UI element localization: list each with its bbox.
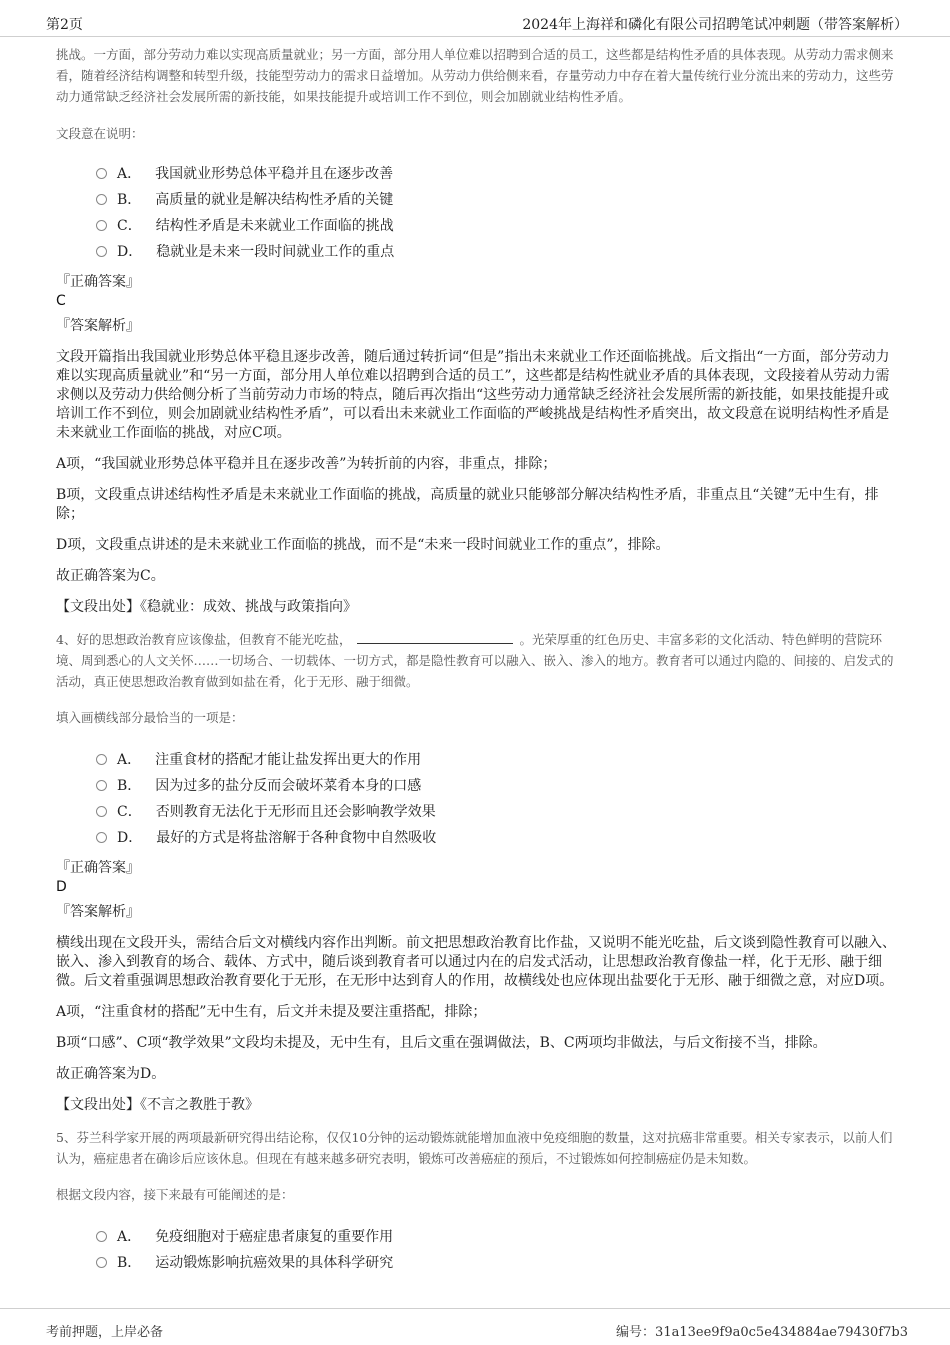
- radio-icon[interactable]: [96, 220, 107, 231]
- q3-option-d[interactable]: D． 稳就业是未来一段时间就业工作的重点: [96, 238, 896, 264]
- q4-option-b[interactable]: B． 因为过多的盐分反而会破坏菜肴本身的口感: [96, 772, 896, 798]
- page-footer: [0, 1308, 950, 1345]
- q4-passage: 4、好的思想政治教育应该像盐，但教育不能光吃盐， 。光荣厚重的红色历史、丰富多彩的文化活动、特色鲜明的营院环境、周到悉心的人文关怀……一切场合、一切载体、一切方式，都是隐性教育可以融入、嵌入、渗入的地方。教育者可以通过内隐的、间接的、启发式的活动，真正使思想政治教育做到如盐在肴，化于无形、融于细微。: [56, 632, 894, 689]
- q4-analysis-label: 『答案解析』: [56, 904, 140, 920]
- q4-option-c[interactable]: C． 否则教育无法化于无形而且还会影响教学效果: [96, 798, 896, 824]
- q3-option-b[interactable]: B． 高质量的就业是解决结构性矛盾的关键: [96, 186, 896, 212]
- document-title: 2024年上海祥和磷化有限公司招聘笔试冲刺题（带答案解析）: [522, 17, 908, 33]
- q4-analysis-paragraph: 横线出现在文段开头，需结合后文对横线内容作出判断。前文把思想政治教育比作盐，又说明不能光吃盐，后文谈到隐性教育可以融入、嵌入、渗入到教育的场合、载体、方式中，随后谈到教育者可以通过内在的启发式活动，让思想政治教育像盐一样，化于无形、融于细微。后文着重强调思想政治教育要化于无形，在无形中达到育人的作用，故横线处也应体现出盐要化于无形、融于细微之意，对应D项。: [56, 935, 896, 989]
- q4-answer: D: [56, 879, 67, 895]
- radio-icon[interactable]: [96, 194, 107, 205]
- q5-option-b[interactable]: B． 运动锻炼影响抗癌效果的具体科学研究: [96, 1249, 896, 1275]
- q3-analysis-paragraph: 文段开篇指出我国就业形势总体平稳且逐步改善，随后通过转折词“但是”指出未来就业工作还面临挑战。后文指出“一方面，部分劳动力难以实现高质量就业”和“另一方面，部分用人单位难以招聘到合适的员工”，这些都是结构性就业矛盾的具体表现，文段接着从劳动力需求侧以及劳动力供给侧分析了当前劳动力市场的特点，随后再次指出“这些劳动力通常缺乏经济社会发展所需的新技能，如果技能提升或培训工作不到位，则会加剧就业结构性矛盾”，可以看出未来就业工作面临的严峻挑战是结构性矛盾突出，故文段意在说明结构性矛盾是未来就业工作面临的挑战，对应C项。: [56, 349, 890, 441]
- q4-option-a[interactable]: A． 注重食材的搭配才能让盐发挥出更大的作用: [96, 746, 896, 772]
- q3-analysis-paragraph: D项，文段重点讲述的是未来就业工作面临的挑战，而不是“未来一段时间就业工作的重点”，排除。: [56, 537, 670, 553]
- q5-prompt: 根据文段内容，接下来最有可能阐述的是：: [56, 1187, 294, 1202]
- q4-analysis-paragraph: B项“口感”、C项“教学效果”文段均未提及，无中生有，且后文重在强调做法，B、C两项均非做法，与后文衔接不当，排除。: [56, 1035, 827, 1051]
- radio-icon[interactable]: [96, 754, 107, 765]
- q5-passage: 5、芬兰科学家开展的两项最新研究得出结论称，仅仅10分钟的运动锻炼就能增加血液中免疫细胞的数量，这对抗癌非常重要。相关专家表示，以前人们认为，癌症患者在确诊后应该休息。但现在有越来越多研究表明，锻炼可改善癌症的预后，不过锻炼如何控制癌症仍是未知数。: [56, 1130, 893, 1166]
- q3-answer-label: 『正确答案』: [56, 274, 140, 290]
- q3-analysis-paragraph: B项，文段重点讲述结构性矛盾是未来就业工作面临的挑战，高质量的就业只能够部分解决结构性矛盾，非重点且“关键”无中生有，排除；: [56, 487, 879, 522]
- document-content: [56, 44, 896, 1275]
- radio-icon[interactable]: [96, 1257, 107, 1268]
- radio-icon[interactable]: [96, 1231, 107, 1242]
- q4-answer-label: 『正确答案』: [56, 860, 140, 876]
- q3-option-c[interactable]: C． 结构性矛盾是未来就业工作面临的挑战: [96, 212, 896, 238]
- q4-analysis: [56, 934, 896, 1115]
- q4-prompt: 填入画横线部分最恰当的一项是：: [56, 710, 244, 725]
- radio-icon[interactable]: [96, 780, 107, 791]
- q5-option-a[interactable]: A． 免疫细胞对于癌症患者康复的重要作用: [96, 1223, 896, 1249]
- q4-option-d[interactable]: D． 最好的方式是将盐溶解于各种食物中自然吸收: [96, 824, 896, 850]
- q3-analysis: [56, 348, 896, 617]
- q3-options: [96, 160, 896, 264]
- radio-icon[interactable]: [96, 168, 107, 179]
- radio-icon[interactable]: [96, 806, 107, 817]
- q3-passage: 挑战。一方面，部分劳动力难以实现高质量就业；另一方面，部分用人单位难以招聘到合适的员工，这些都是结构性矛盾的具体表现。从劳动力需求侧来看，随着经济结构调整和转型升级，技能型劳动力的需求日益增加。从劳动力供给侧来看，存量劳动力中存在着大量传统行业分流出来的劳动力，这些劳动力通常缺乏经济社会发展所需的新技能，如果技能提升或培训工作不到位，则会加剧就业结构性矛盾。: [56, 47, 894, 104]
- q3-analysis-paragraph: A项，“我国就业形势总体平稳并且在逐步改善”为转折前的内容，非重点，排除；: [56, 456, 557, 472]
- footer-slogan: 考前押题，上岸必备: [46, 1325, 164, 1340]
- page-header: [0, 0, 950, 37]
- q4-source: 【文段出处】《不言之教胜于教》: [56, 1097, 259, 1113]
- q4-options: [96, 746, 896, 850]
- document-id: 编号：31a13ee9f9a0c5e434884ae79430f7b3: [616, 1325, 908, 1340]
- page-number: 第2页: [46, 17, 83, 33]
- q4-analysis-paragraph: 故正确答案为D。: [56, 1066, 166, 1082]
- q4-analysis-paragraph: A项，“注重食材的搭配”无中生有，后文并未提及要注重搭配，排除；: [56, 1004, 487, 1020]
- q3-answer: C: [56, 293, 66, 309]
- q3-option-a[interactable]: A． 我国就业形势总体平稳并且在逐步改善: [96, 160, 896, 186]
- q3-source: 【文段出处】《稳就业：成效、挑战与政策指向》: [56, 599, 357, 615]
- q5-options: [96, 1223, 896, 1275]
- q3-prompt: 文段意在说明：: [56, 126, 144, 141]
- q3-analysis-paragraph: 故正确答案为C。: [56, 568, 165, 584]
- q3-analysis-label: 『答案解析』: [56, 318, 140, 334]
- fill-blank-line: [357, 631, 513, 644]
- radio-icon[interactable]: [96, 246, 107, 257]
- radio-icon[interactable]: [96, 832, 107, 843]
